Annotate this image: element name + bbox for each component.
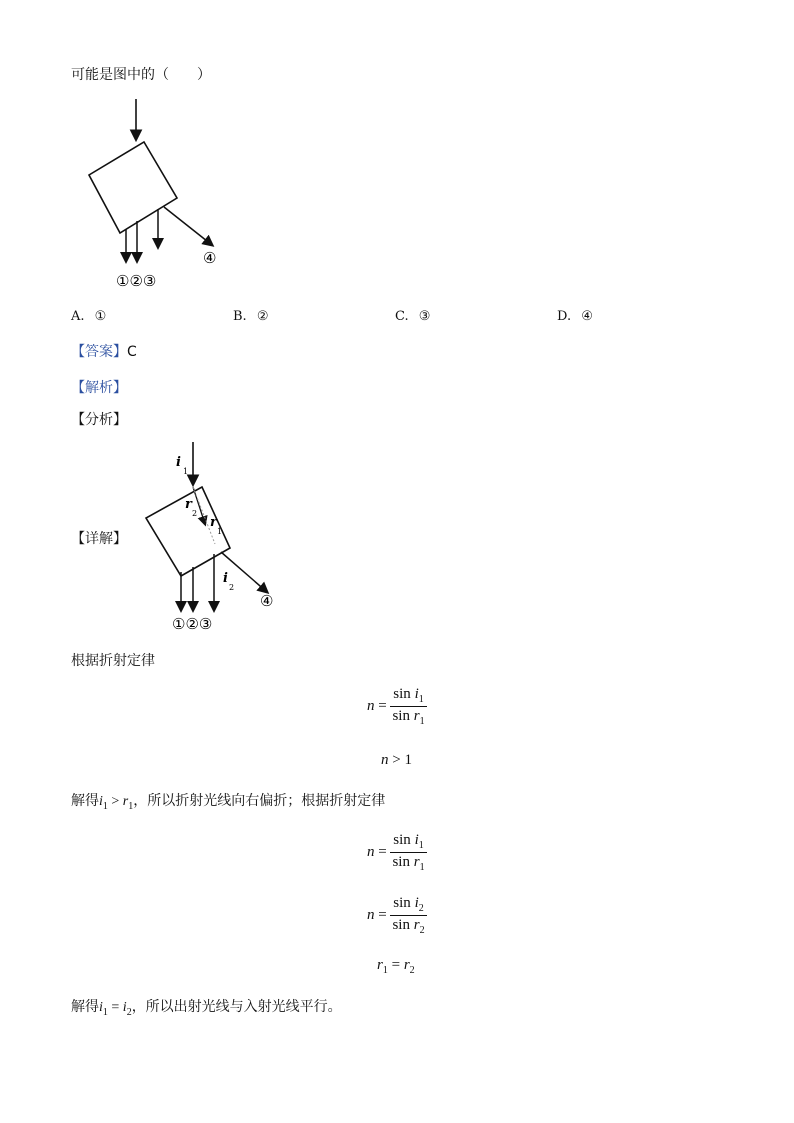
fig1-label-123: ①②③ bbox=[116, 272, 157, 290]
fenxi-tag: 【分析】 bbox=[71, 412, 127, 428]
equation-r1-eq-r2: $r_1 = r_2$ bbox=[377, 957, 415, 976]
answer-line bbox=[71, 343, 137, 361]
fig1-label-4: ④ bbox=[203, 249, 217, 267]
label-r: r bbox=[185, 497, 192, 512]
option-d-value: ④ bbox=[581, 309, 593, 324]
figure-prism-question bbox=[80, 95, 260, 295]
label-r-sub: 1 bbox=[217, 527, 223, 536]
label-i-sub: 2 bbox=[229, 583, 235, 592]
option-d[interactable] bbox=[557, 309, 593, 324]
option-a-letter: A. bbox=[71, 309, 85, 324]
equation-snell-3: n = $\frac{\sin i_2}{\sin r_2}$ bbox=[367, 895, 425, 936]
ray-4 bbox=[164, 207, 212, 245]
law-statement-1: 根据折射定律 bbox=[71, 653, 155, 669]
option-b-value: ② bbox=[256, 309, 269, 324]
fig2-label-4: ④ bbox=[260, 592, 274, 610]
answer-value: C bbox=[127, 344, 137, 360]
question-text: 可能是图中的（ ） bbox=[71, 67, 211, 83]
option-c-letter: C. bbox=[395, 309, 409, 324]
fig2-label-123: ①②③ bbox=[172, 615, 213, 633]
equation-n-gt-1: n > 1 bbox=[381, 752, 412, 768]
equation-snell-2: n = $\frac{\sin i_1}{\sin r_1}$ bbox=[367, 832, 425, 873]
option-c-value: ③ bbox=[418, 309, 431, 324]
analysis-tag: 【解析】 bbox=[71, 380, 127, 396]
glass-block bbox=[89, 142, 177, 233]
option-c[interactable] bbox=[395, 309, 430, 324]
label-r: r bbox=[210, 515, 217, 530]
label-r-sub: 2 bbox=[192, 509, 198, 518]
detail-tag: 【详解】 bbox=[71, 531, 127, 547]
label-i: i bbox=[176, 455, 181, 470]
option-b[interactable] bbox=[233, 309, 268, 324]
figure-prism-analysis bbox=[135, 432, 295, 637]
solve-line-1: 解得$i_1 > r_1$，所以折射光线向右偏折；根据折射定律 bbox=[71, 793, 386, 812]
answer-tag: 【答案】 bbox=[71, 344, 127, 360]
label-i: i bbox=[223, 571, 228, 586]
option-d-letter: D. bbox=[557, 309, 572, 324]
option-b-letter: B. bbox=[233, 309, 247, 324]
solve-line-2: 解得$i_1 = i_2$，所以出射光线与入射光线平行。 bbox=[71, 999, 342, 1018]
option-a[interactable] bbox=[71, 309, 106, 324]
equation-snell-1: n = $\frac{\sin i_1}{\sin r_1}$ bbox=[367, 686, 425, 727]
option-a-value: ① bbox=[94, 309, 107, 324]
label-i-sub: 1 bbox=[183, 467, 189, 476]
